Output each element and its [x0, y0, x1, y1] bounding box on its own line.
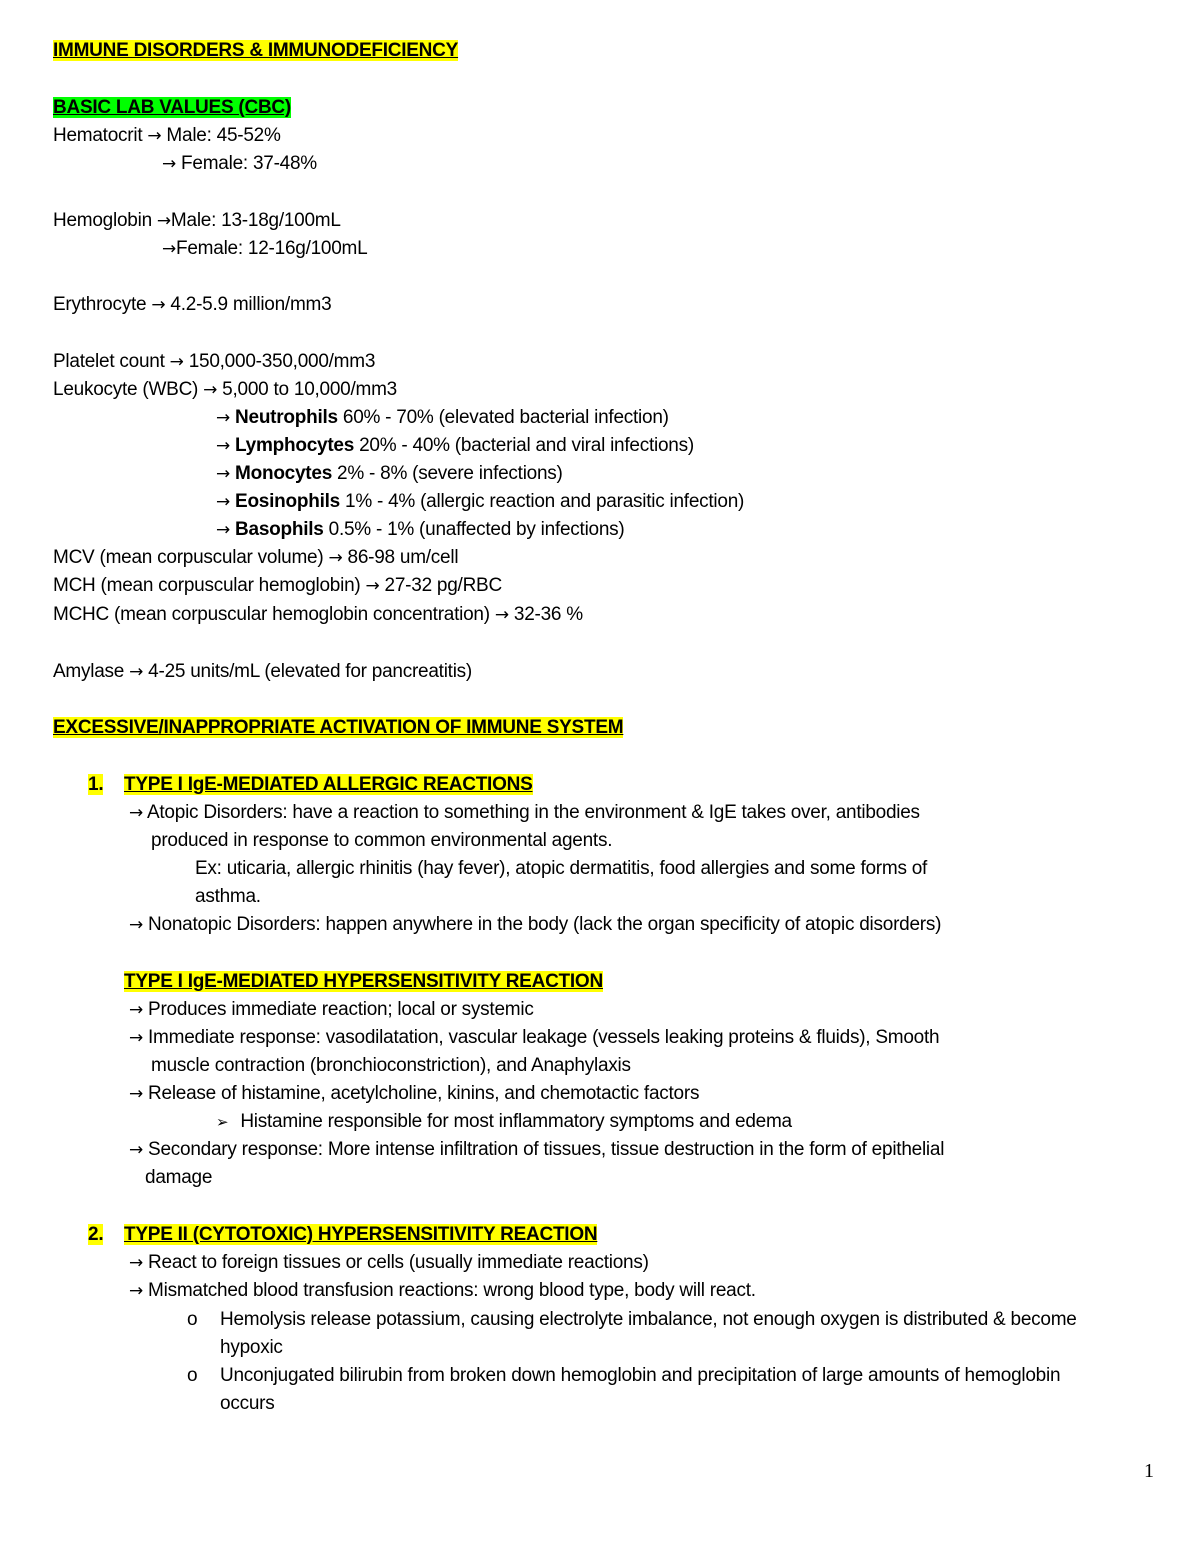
- arrow-icon: →: [216, 520, 230, 540]
- hematocrit-female-line: → Female: 37-48%: [162, 153, 317, 174]
- arrow-icon: →: [216, 408, 230, 428]
- type1-number: 1.: [88, 774, 104, 795]
- arrow-icon: →: [129, 1281, 143, 1301]
- histamine-sub-item: ➢ Histamine responsible for most inflammatory symptoms and edema: [216, 1111, 792, 1132]
- type2-sub-bilirubin: Unconjugated bilirubin from broken down hemoglobin and precipitation of large amounts of hemoglobin: [220, 1365, 1061, 1386]
- type2-sub-bilirubin-continued: occurs: [220, 1393, 275, 1414]
- hematocrit-male-line: Hematocrit → Male: 45-52%: [53, 125, 281, 146]
- nonatopic-disorders-line: → Nonatopic Disorders: happen anywhere in the body (lack the organ specificity of atopic disorders): [129, 914, 942, 935]
- type2-item-transfusion: → Mismatched blood transfusion reactions: wrong blood type, body will react.: [129, 1280, 756, 1301]
- arrow-icon: →: [328, 548, 343, 568]
- leukocyte-line: Leukocyte (WBC) → 5,000 to 10,000/mm3: [53, 379, 397, 400]
- page-number: 1: [1144, 1460, 1154, 1482]
- lab-values-heading: BASIC LAB VALUES (CBC): [53, 97, 291, 118]
- hemoglobin-male-line: Hemoglobin →Male: 13-18g/100mL: [53, 210, 341, 231]
- document-title: IMMUNE DISORDERS & IMMUNODEFICIENCY: [53, 40, 459, 61]
- arrow-icon: →: [216, 464, 230, 484]
- arrow-icon: →: [129, 915, 143, 935]
- mcv-line: MCV (mean corpuscular volume) → 86-98 um/cell: [53, 547, 459, 568]
- erythrocyte-line: Erythrocyte → 4.2-5.9 million/mm3: [53, 294, 332, 315]
- type1-hypersensitivity-heading: TYPE I IgE-MEDIATED HYPERSENSITIVITY REACTION: [124, 971, 603, 992]
- atopic-disorders-line: → Atopic Disorders: have a reaction to something in the environment & IgE takes over, antibodies: [129, 802, 920, 823]
- wbc-type-monocytes: → Monocytes 2% - 8% (severe infections): [216, 463, 563, 484]
- arrow-icon: →: [162, 154, 176, 174]
- type2-heading: TYPE II (CYTOTOXIC) HYPERSENSITIVITY REACTION: [124, 1224, 598, 1245]
- hollow-bullet-icon: o: [187, 1309, 198, 1330]
- atopic-examples-continued: asthma.: [195, 886, 261, 907]
- platelet-line: Platelet count → 150,000-350,000/mm3: [53, 351, 376, 372]
- mch-line: MCH (mean corpuscular hemoglobin) → 27-32 pg/RBC: [53, 575, 502, 596]
- type2-number: 2.: [88, 1224, 104, 1245]
- arrow-icon: →: [162, 239, 176, 259]
- arrow-icon: →: [129, 803, 143, 823]
- type1-heading: TYPE I IgE-MEDIATED ALLERGIC REACTIONS: [124, 774, 533, 795]
- arrow-icon: →: [151, 295, 166, 315]
- hypersensitivity-item-response-continued: muscle contraction (bronchioconstriction), and Anaphylaxis: [151, 1055, 631, 1076]
- arrowhead-bullet-icon: ➢: [216, 1113, 229, 1131]
- type2-sub-hemolysis-continued: hypoxic: [220, 1337, 283, 1358]
- mchc-line: MCHC (mean corpuscular hemoglobin concentration) → 32-36 %: [53, 604, 583, 625]
- type2-item-foreign-tissues: → React to foreign tissues or cells (usually immediate reactions): [129, 1252, 649, 1273]
- arrow-icon: →: [169, 352, 184, 372]
- arrow-icon: →: [129, 1000, 143, 1020]
- excessive-activation-heading: EXCESSIVE/INAPPROPRIATE ACTIVATION OF IMMUNE SYSTEM: [53, 717, 624, 738]
- hemoglobin-female-line: →Female: 12-16g/100mL: [162, 238, 368, 259]
- arrow-icon: →: [129, 1084, 143, 1104]
- arrow-icon: →: [129, 1140, 143, 1160]
- amylase-line: Amylase → 4-25 units/mL (elevated for pancreatitis): [53, 661, 472, 682]
- arrow-icon: →: [129, 662, 144, 682]
- hypersensitivity-item-secondary-continued: damage: [145, 1167, 213, 1188]
- arrow-icon: →: [129, 1028, 143, 1048]
- arrow-icon: →: [129, 1253, 143, 1273]
- arrow-icon: →: [203, 380, 218, 400]
- arrow-icon: →: [147, 126, 162, 146]
- atopic-examples-line: Ex: uticaria, allergic rhinitis (hay fever), atopic dermatitis, food allergies and some forms of: [195, 858, 928, 879]
- type2-sub-hemolysis: Hemolysis release potassium, causing electrolyte imbalance, not enough oxygen is distributed & become: [220, 1309, 1077, 1330]
- atopic-disorders-continued: produced in response to common environmental agents.: [151, 830, 613, 851]
- wbc-type-basophils: → Basophils 0.5% - 1% (unaffected by infections): [216, 519, 625, 540]
- wbc-type-eosinophils: → Eosinophils 1% - 4% (allergic reaction and parasitic infection): [216, 491, 745, 512]
- arrow-icon: →: [156, 211, 171, 231]
- hypersensitivity-item-secondary: → Secondary response: More intense infiltration of tissues, tissue destruction in the form of epithelial: [129, 1139, 945, 1160]
- hypersensitivity-item-immediate: → Produces immediate reaction; local or systemic: [129, 999, 534, 1020]
- wbc-type-lymphocytes: → Lymphocytes 20% - 40% (bacterial and viral infections): [216, 435, 694, 456]
- wbc-type-neutrophils: → Neutrophils 60% - 70% (elevated bacterial infection): [216, 407, 669, 428]
- arrow-icon: →: [216, 492, 230, 512]
- hypersensitivity-item-release: → Release of histamine, acetylcholine, kinins, and chemotactic factors: [129, 1083, 700, 1104]
- hypersensitivity-item-response: → Immediate response: vasodilatation, vascular leakage (vessels leaking proteins & fluids), Smooth: [129, 1027, 940, 1048]
- arrow-icon: →: [494, 605, 509, 625]
- arrow-icon: →: [216, 436, 230, 456]
- hollow-bullet-icon: o: [187, 1365, 198, 1386]
- arrow-icon: →: [365, 576, 380, 596]
